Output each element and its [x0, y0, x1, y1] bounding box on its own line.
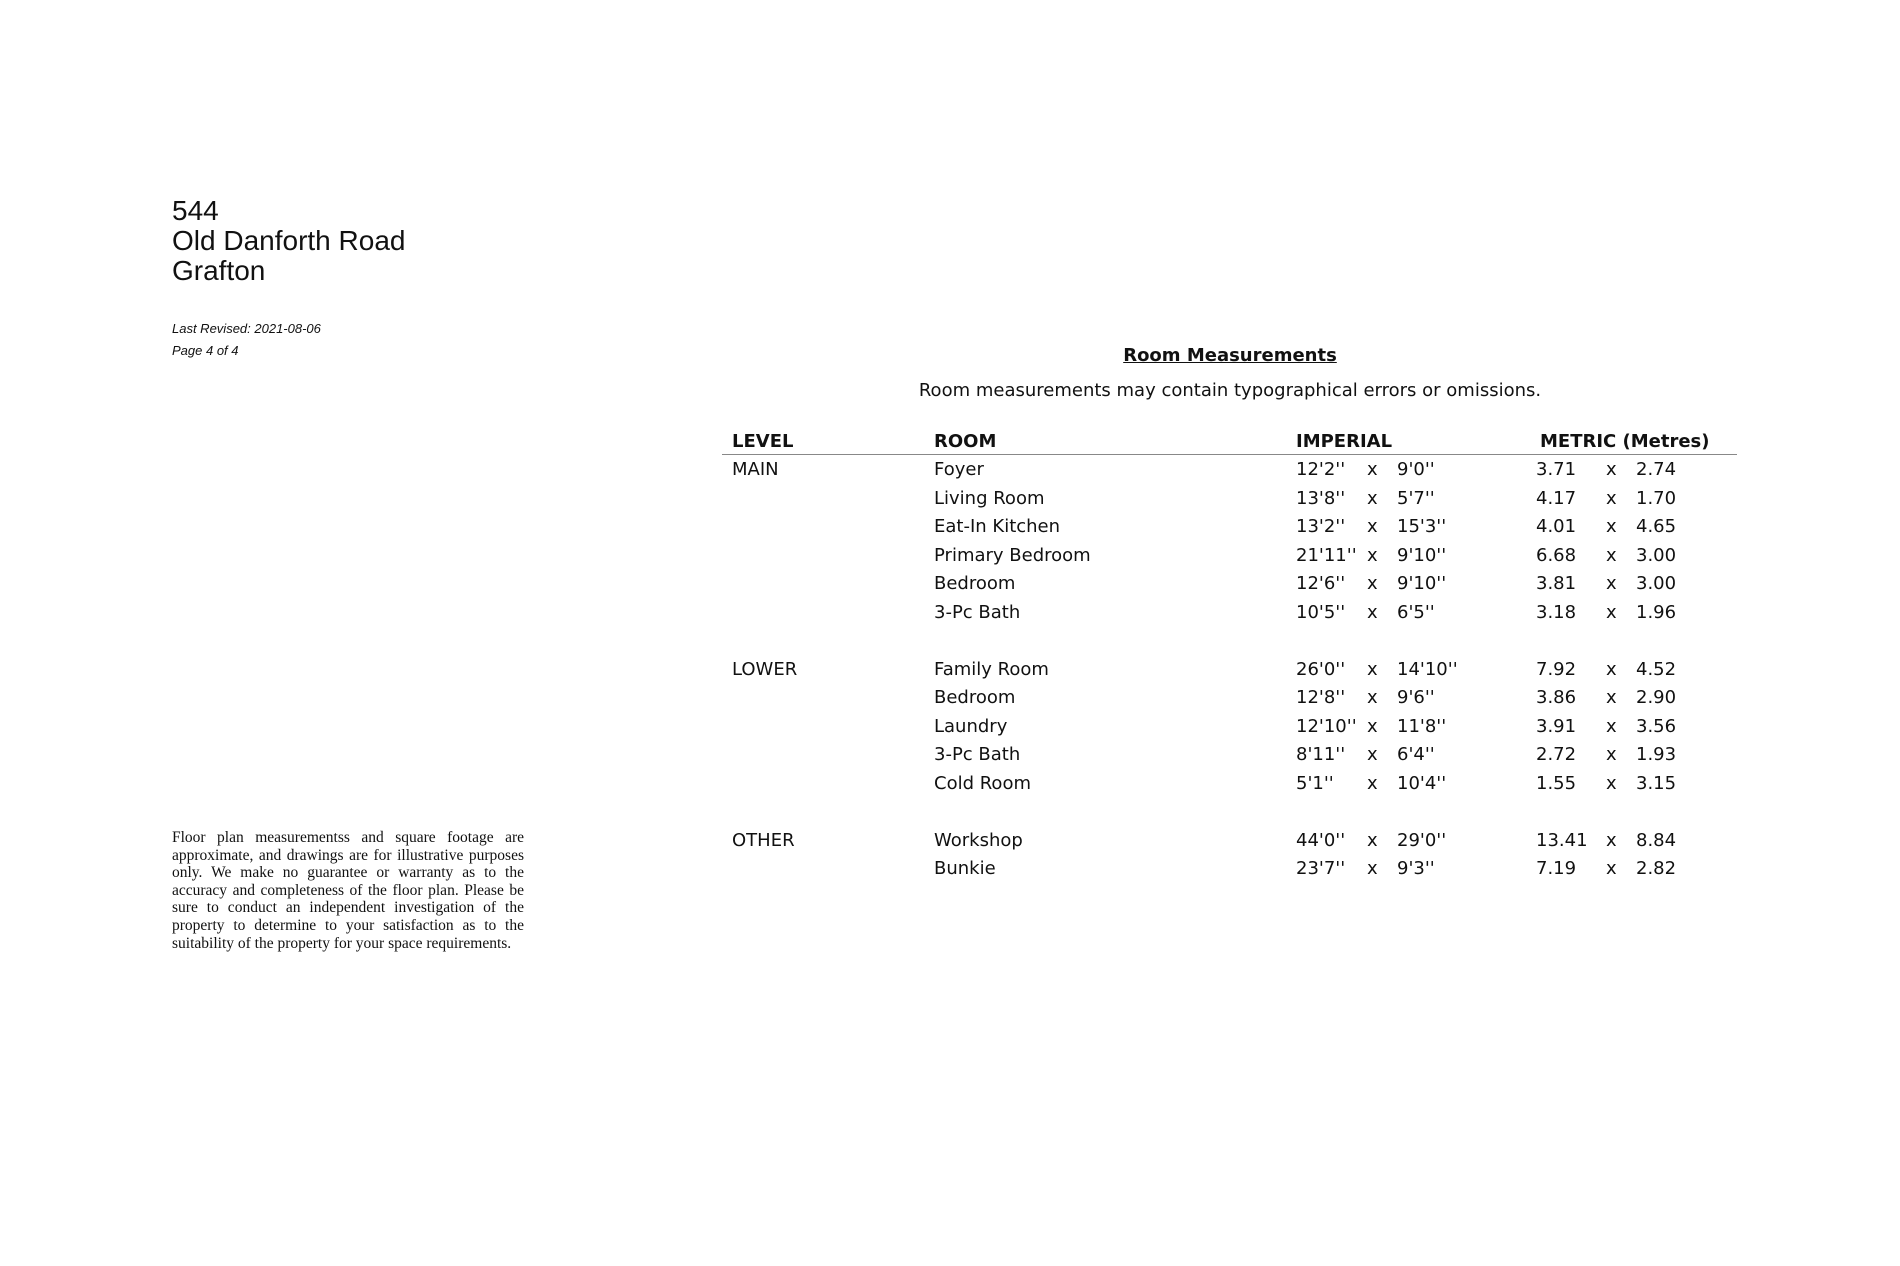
metric-separator: x	[1606, 715, 1617, 737]
room-name: Laundry	[934, 715, 1008, 737]
metric-width: 3.56	[1636, 715, 1677, 737]
metric-separator: x	[1606, 744, 1617, 765]
imperial-width: 29'0''	[1397, 829, 1447, 851]
metric-separator: x	[1606, 829, 1617, 851]
imperial-width: 14'10''	[1397, 658, 1458, 680]
imperial-separator: x	[1367, 658, 1378, 680]
imperial-length: 12'2''	[1296, 459, 1346, 480]
imperial-length: 8'11''	[1296, 744, 1346, 765]
imperial-length: 13'8''	[1296, 487, 1346, 509]
table-row	[722, 541, 1737, 570]
imperial-width: 11'8''	[1397, 715, 1447, 737]
imperial-length: 21'11''	[1296, 544, 1357, 566]
metric-separator: x	[1606, 658, 1617, 680]
metric-length: 2.72	[1536, 744, 1577, 765]
imperial-length: 26'0''	[1296, 658, 1346, 680]
metric-separator: x	[1606, 687, 1617, 708]
imperial-length: 12'6''	[1296, 573, 1346, 594]
property-address	[172, 196, 405, 286]
metric-separator: x	[1606, 487, 1617, 509]
imperial-width: 15'3''	[1397, 516, 1447, 537]
imperial-separator: x	[1367, 715, 1378, 737]
metric-length: 1.55	[1536, 772, 1577, 794]
room-name: 3-Pc Bath	[934, 744, 1021, 765]
address-city: Grafton	[172, 255, 266, 286]
table-row	[722, 484, 1737, 513]
level-group	[722, 655, 1737, 798]
table-row	[722, 455, 1737, 484]
imperial-length: 10'5''	[1296, 601, 1346, 623]
imperial-length: 12'8''	[1296, 687, 1346, 708]
table-row	[722, 683, 1737, 712]
metric-width: 1.96	[1636, 601, 1677, 623]
metric-width: 2.90	[1636, 687, 1677, 708]
level-label: OTHER	[732, 829, 795, 851]
level-label: LOWER	[732, 658, 798, 680]
imperial-width: 6'4''	[1397, 744, 1435, 765]
header-level: LEVEL	[732, 431, 794, 452]
table-row	[722, 512, 1737, 541]
table-row	[722, 712, 1737, 741]
imperial-length: 13'2''	[1296, 516, 1346, 537]
room-name: Family Room	[934, 658, 1049, 680]
header-room: ROOM	[934, 431, 997, 452]
imperial-separator: x	[1367, 573, 1378, 594]
table-row	[722, 769, 1737, 798]
metric-width: 2.82	[1636, 858, 1677, 879]
metric-width: 3.00	[1636, 573, 1677, 594]
room-name: Bunkie	[934, 858, 996, 879]
metric-separator: x	[1606, 459, 1617, 480]
imperial-width: 9'10''	[1397, 573, 1447, 594]
room-name: Bedroom	[934, 573, 1016, 594]
table-header	[722, 428, 1737, 455]
metric-width: 4.52	[1636, 658, 1677, 680]
address-number: 544	[172, 195, 219, 226]
room-name: Workshop	[934, 829, 1023, 851]
level-group	[722, 826, 1737, 883]
imperial-separator: x	[1367, 487, 1378, 509]
metric-width: 1.93	[1636, 744, 1677, 765]
metric-width: 3.15	[1636, 772, 1677, 794]
last-revised: Last Revised: 2021-08-06	[172, 321, 321, 336]
room-name: Eat-In Kitchen	[934, 516, 1061, 537]
room-measurements-table	[722, 428, 1737, 911]
table-row	[722, 826, 1737, 855]
room-name: Cold Room	[934, 772, 1031, 794]
imperial-width: 6'5''	[1397, 601, 1435, 623]
imperial-separator: x	[1367, 459, 1378, 480]
section-subtitle: Room measurements may contain typographical errors or omissions.	[918, 380, 1542, 401]
metric-separator: x	[1606, 772, 1617, 794]
table-row	[722, 854, 1737, 883]
metric-separator: x	[1606, 858, 1617, 879]
table-body	[722, 455, 1737, 883]
room-name: Foyer	[934, 459, 984, 480]
metric-length: 7.92	[1536, 658, 1577, 680]
imperial-width: 9'0''	[1397, 459, 1435, 480]
metric-length: 3.86	[1536, 687, 1577, 708]
table-row	[722, 655, 1737, 684]
metric-width: 3.00	[1636, 544, 1677, 566]
metric-separator: x	[1606, 516, 1617, 537]
imperial-length: 44'0''	[1296, 829, 1346, 851]
metric-width: 2.74	[1636, 459, 1677, 480]
level-label: MAIN	[732, 459, 779, 480]
imperial-separator: x	[1367, 601, 1378, 623]
header-imperial: IMPERIAL	[1296, 431, 1393, 452]
disclaimer-text: Floor plan measurementss and square footage are approximate, and drawings are for illustrative purposes only. We make no guarantee or warranty as to the accuracy and completeness of the floor plan. Please be sure to conduct an independent investigation of the property to determine to your satisfaction as to the suitability of the property for your space requirements.	[172, 829, 524, 952]
imperial-separator: x	[1367, 687, 1378, 708]
level-group	[722, 455, 1737, 626]
metric-separator: x	[1606, 573, 1617, 594]
document-meta	[172, 318, 321, 362]
imperial-length: 5'1''	[1296, 772, 1334, 794]
metric-length: 3.71	[1536, 459, 1577, 480]
imperial-separator: x	[1367, 744, 1378, 765]
metric-length: 7.19	[1536, 858, 1577, 879]
imperial-width: 5'7''	[1397, 487, 1435, 509]
room-name: Living Room	[934, 487, 1045, 509]
imperial-width: 10'4''	[1397, 772, 1447, 794]
imperial-separator: x	[1367, 544, 1378, 566]
imperial-separator: x	[1367, 829, 1378, 851]
section-title: Room Measurements	[1123, 345, 1337, 366]
table-row	[722, 569, 1737, 598]
imperial-length: 12'10''	[1296, 715, 1357, 737]
imperial-width: 9'3''	[1397, 858, 1435, 879]
metric-length: 3.81	[1536, 573, 1577, 594]
metric-width: 4.65	[1636, 516, 1677, 537]
imperial-width: 9'6''	[1397, 687, 1435, 708]
room-name: Primary Bedroom	[934, 544, 1091, 566]
metric-length: 13.41	[1536, 829, 1588, 851]
table-row	[722, 598, 1737, 627]
metric-separator: x	[1606, 601, 1617, 623]
metric-length: 3.18	[1536, 601, 1577, 623]
imperial-separator: x	[1367, 772, 1378, 794]
metric-width: 1.70	[1636, 487, 1677, 509]
metric-separator: x	[1606, 544, 1617, 566]
imperial-separator: x	[1367, 858, 1378, 879]
imperial-width: 9'10''	[1397, 544, 1447, 566]
imperial-separator: x	[1367, 516, 1378, 537]
room-name: Bedroom	[934, 687, 1016, 708]
metric-length: 6.68	[1536, 544, 1577, 566]
address-street: Old Danforth Road	[172, 225, 406, 256]
room-name: 3-Pc Bath	[934, 601, 1021, 623]
page-number: Page 4 of 4	[172, 343, 239, 358]
table-row	[722, 740, 1737, 769]
imperial-length: 23'7''	[1296, 858, 1346, 879]
metric-width: 8.84	[1636, 829, 1677, 851]
metric-length: 4.17	[1536, 487, 1577, 509]
metric-length: 4.01	[1536, 516, 1577, 537]
metric-length: 3.91	[1536, 715, 1577, 737]
header-metric: METRIC (Metres)	[1540, 431, 1710, 452]
